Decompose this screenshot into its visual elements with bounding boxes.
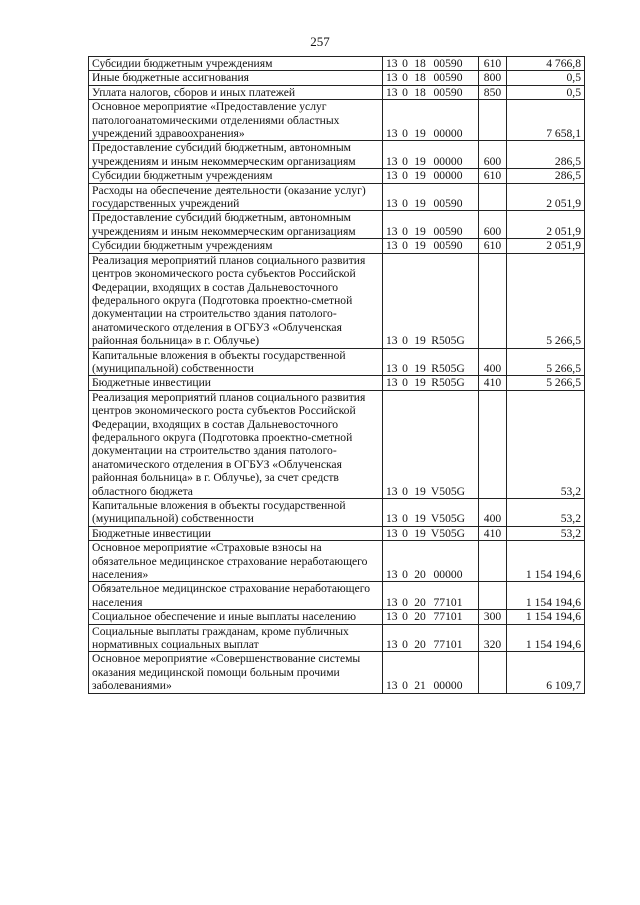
table-row: [89, 541, 585, 582]
code-direction: 00590: [433, 239, 463, 253]
row-name: Капитальные вложения в объекты государственной (муниципальной) собственности: [89, 348, 383, 376]
code-main-event: 19: [414, 334, 426, 348]
row-expense-type: [479, 541, 507, 582]
row-sum: 2 051,9: [507, 183, 585, 211]
code-subprogram: 0: [402, 512, 408, 526]
code-program: 13: [386, 71, 398, 85]
budget-table: [88, 56, 585, 694]
code-program: 13: [386, 154, 398, 168]
code-main-event: 21: [414, 679, 426, 693]
row-code: [383, 141, 479, 169]
table-row: [89, 211, 585, 239]
code-subprogram: 0: [402, 526, 408, 540]
row-expense-type: [479, 100, 507, 141]
row-name: Субсидии бюджетным учреждениям: [89, 169, 383, 183]
code-program: 13: [386, 224, 398, 238]
row-expense-type: 320: [479, 624, 507, 652]
code-program: 13: [386, 57, 398, 70]
code-main-event: 20: [414, 638, 426, 652]
row-name: Бюджетные инвестиции: [89, 376, 383, 390]
code-direction: 77101: [433, 638, 463, 652]
row-name: Предоставление субсидий бюджетным, автономным учреждениям и иным некоммерческим организациям: [89, 211, 383, 239]
table-row: [89, 141, 585, 169]
code-main-event: 18: [414, 57, 426, 70]
row-sum: 1 154 194,6: [507, 582, 585, 610]
row-name: Субсидии бюджетным учреждениям: [89, 239, 383, 253]
row-code: [383, 71, 479, 85]
table-row: [89, 71, 585, 85]
row-sum: 1 154 194,6: [507, 610, 585, 624]
row-name: Бюджетные инвестиции: [89, 526, 383, 540]
code-main-event: 19: [414, 169, 426, 183]
row-code: [383, 57, 479, 71]
code-direction: V505G: [430, 484, 466, 498]
code-subprogram: 0: [402, 154, 408, 168]
row-code: [383, 211, 479, 239]
code-direction: 00590: [433, 71, 463, 85]
code-direction: 00000: [433, 127, 463, 141]
code-program: 13: [386, 595, 398, 609]
row-expense-type: 600: [479, 211, 507, 239]
row-sum: 0,5: [507, 85, 585, 99]
row-code: [383, 624, 479, 652]
code-main-event: 19: [414, 154, 426, 168]
row-sum: 2 051,9: [507, 211, 585, 239]
row-expense-type: 610: [479, 169, 507, 183]
code-direction: 77101: [433, 595, 463, 609]
row-expense-type: [479, 253, 507, 348]
row-name: Субсидии бюджетным учреждениям: [89, 57, 383, 71]
row-expense-type: 300: [479, 610, 507, 624]
code-direction: 00590: [433, 57, 463, 70]
row-expense-type: 410: [479, 376, 507, 390]
code-direction: V505G: [430, 512, 466, 526]
row-name: Уплата налогов, сборов и иных платежей: [89, 85, 383, 99]
table-row: [89, 582, 585, 610]
table-row: [89, 390, 585, 498]
table-row: [89, 526, 585, 540]
code-program: 13: [386, 610, 398, 624]
code-main-event: 19: [414, 484, 426, 498]
code-subprogram: 0: [402, 197, 408, 211]
code-main-event: 18: [414, 71, 426, 85]
row-sum: 286,5: [507, 141, 585, 169]
row-name: Иные бюджетные ассигнования: [89, 71, 383, 85]
row-code: [383, 499, 479, 527]
row-name: Основное мероприятие «Страховые взносы на обязательное медицинское страхование неработающего населения»: [89, 541, 383, 582]
budget-table-body: [89, 57, 585, 694]
table-row: [89, 253, 585, 348]
code-program: 13: [386, 197, 398, 211]
row-name: Капитальные вложения в объекты государственной (муниципальной) собственности: [89, 499, 383, 527]
code-program: 13: [386, 526, 398, 540]
code-direction: R505G: [431, 376, 465, 390]
row-name: Реализация мероприятий планов социального развития центров экономического роста субъектов Российской Федерации, входящих в состав Дальневосточного федерального округа (Подготовка проектно-сметной документации на строительство здания патолого-анатомического отделения в ОГБУЗ «Облученская районная больница» в г. Облучье): [89, 253, 383, 348]
code-direction: 00000: [433, 154, 463, 168]
code-subprogram: 0: [402, 239, 408, 253]
row-sum: 5 266,5: [507, 348, 585, 376]
table-row: [89, 85, 585, 99]
code-main-event: 19: [414, 526, 426, 540]
code-program: 13: [386, 127, 398, 141]
row-expense-type: 800: [479, 71, 507, 85]
table-row: [89, 624, 585, 652]
code-subprogram: 0: [402, 85, 408, 99]
row-sum: 1 154 194,6: [507, 624, 585, 652]
code-program: 13: [386, 376, 398, 390]
row-expense-type: [479, 652, 507, 693]
table-row: [89, 652, 585, 693]
row-name: Социальные выплаты гражданам, кроме публичных нормативных социальных выплат: [89, 624, 383, 652]
row-name: Социальное обеспечение и иные выплаты населению: [89, 610, 383, 624]
code-direction: 00000: [433, 568, 463, 582]
row-expense-type: 850: [479, 85, 507, 99]
code-direction: V505G: [430, 526, 466, 540]
row-sum: 53,2: [507, 499, 585, 527]
code-main-event: 19: [414, 376, 426, 390]
code-direction: 00590: [433, 85, 463, 99]
code-program: 13: [386, 679, 398, 693]
code-main-event: 20: [414, 610, 426, 624]
row-name: Предоставление субсидий бюджетным, автономным учреждениям и иным некоммерческим организациям: [89, 141, 383, 169]
row-sum: 53,2: [507, 390, 585, 498]
row-expense-type: 610: [479, 239, 507, 253]
row-sum: 1 154 194,6: [507, 541, 585, 582]
table-row: [89, 183, 585, 211]
code-program: 13: [386, 361, 398, 375]
row-name: Расходы на обеспечение деятельности (оказание услуг) государственных учреждений: [89, 183, 383, 211]
table-row: [89, 239, 585, 253]
code-subprogram: 0: [402, 568, 408, 582]
row-name: Основное мероприятие «Совершенствование системы оказания медицинской помощи больным прочими заболеваниями»: [89, 652, 383, 693]
code-subprogram: 0: [402, 595, 408, 609]
row-expense-type: 610: [479, 57, 507, 71]
code-subprogram: 0: [402, 127, 408, 141]
code-subprogram: 0: [402, 679, 408, 693]
row-code: [383, 390, 479, 498]
table-row: [89, 57, 585, 71]
row-code: [383, 85, 479, 99]
row-sum: 6 109,7: [507, 652, 585, 693]
row-code: [383, 526, 479, 540]
code-direction: R505G: [431, 334, 465, 348]
code-direction: 77101: [433, 610, 463, 624]
code-program: 13: [386, 169, 398, 183]
row-expense-type: [479, 582, 507, 610]
code-subprogram: 0: [402, 224, 408, 238]
row-name: Обязательное медицинское страхование неработающего населения: [89, 582, 383, 610]
code-program: 13: [386, 638, 398, 652]
code-program: 13: [386, 334, 398, 348]
code-direction: R505G: [431, 361, 465, 375]
row-code: [383, 239, 479, 253]
code-main-event: 19: [414, 197, 426, 211]
row-code: [383, 541, 479, 582]
row-name: Реализация мероприятий планов социального развития центров экономического роста субъектов Российской Федерации, входящих в состав Дальневосточного федерального округа (Подготовка проектно-сметной документации на строительство здания патолого-анатомического отделения в ОГБУЗ «Облученская районная больница» в г. Облучье), за счет средств областного бюджета: [89, 390, 383, 498]
row-expense-type: 410: [479, 526, 507, 540]
code-direction: 00590: [433, 224, 463, 238]
row-expense-type: [479, 390, 507, 498]
code-program: 13: [386, 568, 398, 582]
row-code: [383, 183, 479, 211]
row-sum: 4 766,8: [507, 57, 585, 71]
row-code: [383, 348, 479, 376]
code-subprogram: 0: [402, 484, 408, 498]
page-number: 257: [310, 34, 330, 49]
code-subprogram: 0: [402, 361, 408, 375]
row-code: [383, 610, 479, 624]
row-sum: 286,5: [507, 169, 585, 183]
code-subprogram: 0: [402, 638, 408, 652]
code-direction: 00590: [433, 197, 463, 211]
code-direction: 00000: [433, 679, 463, 693]
row-sum: 5 266,5: [507, 376, 585, 390]
code-direction: 00000: [433, 169, 463, 183]
row-sum: 7 658,1: [507, 100, 585, 141]
row-code: [383, 253, 479, 348]
table-row: [89, 169, 585, 183]
code-program: 13: [386, 512, 398, 526]
row-expense-type: 600: [479, 141, 507, 169]
row-expense-type: 400: [479, 348, 507, 376]
code-subprogram: 0: [402, 71, 408, 85]
row-sum: 5 266,5: [507, 253, 585, 348]
code-subprogram: 0: [402, 610, 408, 624]
table-row: [89, 610, 585, 624]
row-code: [383, 582, 479, 610]
row-sum: 0,5: [507, 71, 585, 85]
code-program: 13: [386, 239, 398, 253]
row-code: [383, 169, 479, 183]
table-row: [89, 348, 585, 376]
code-main-event: 19: [414, 361, 426, 375]
table-row: [89, 376, 585, 390]
code-main-event: 20: [414, 595, 426, 609]
row-code: [383, 652, 479, 693]
row-sum: 53,2: [507, 526, 585, 540]
table-row: [89, 499, 585, 527]
row-expense-type: [479, 183, 507, 211]
row-code: [383, 100, 479, 141]
row-name: Основное мероприятие «Предоставление услуг патологоанатомическими отделениями областных учреждений здравоохранения»: [89, 100, 383, 141]
code-main-event: 19: [414, 224, 426, 238]
row-sum: 2 051,9: [507, 239, 585, 253]
code-subprogram: 0: [402, 376, 408, 390]
code-main-event: 19: [414, 239, 426, 253]
row-code: [383, 376, 479, 390]
code-main-event: 19: [414, 127, 426, 141]
table-row: [89, 100, 585, 141]
code-main-event: 18: [414, 85, 426, 99]
code-subprogram: 0: [402, 57, 408, 70]
row-expense-type: 400: [479, 499, 507, 527]
code-program: 13: [386, 484, 398, 498]
code-subprogram: 0: [402, 169, 408, 183]
code-subprogram: 0: [402, 334, 408, 348]
code-main-event: 19: [414, 512, 426, 526]
code-main-event: 20: [414, 568, 426, 582]
code-program: 13: [386, 85, 398, 99]
